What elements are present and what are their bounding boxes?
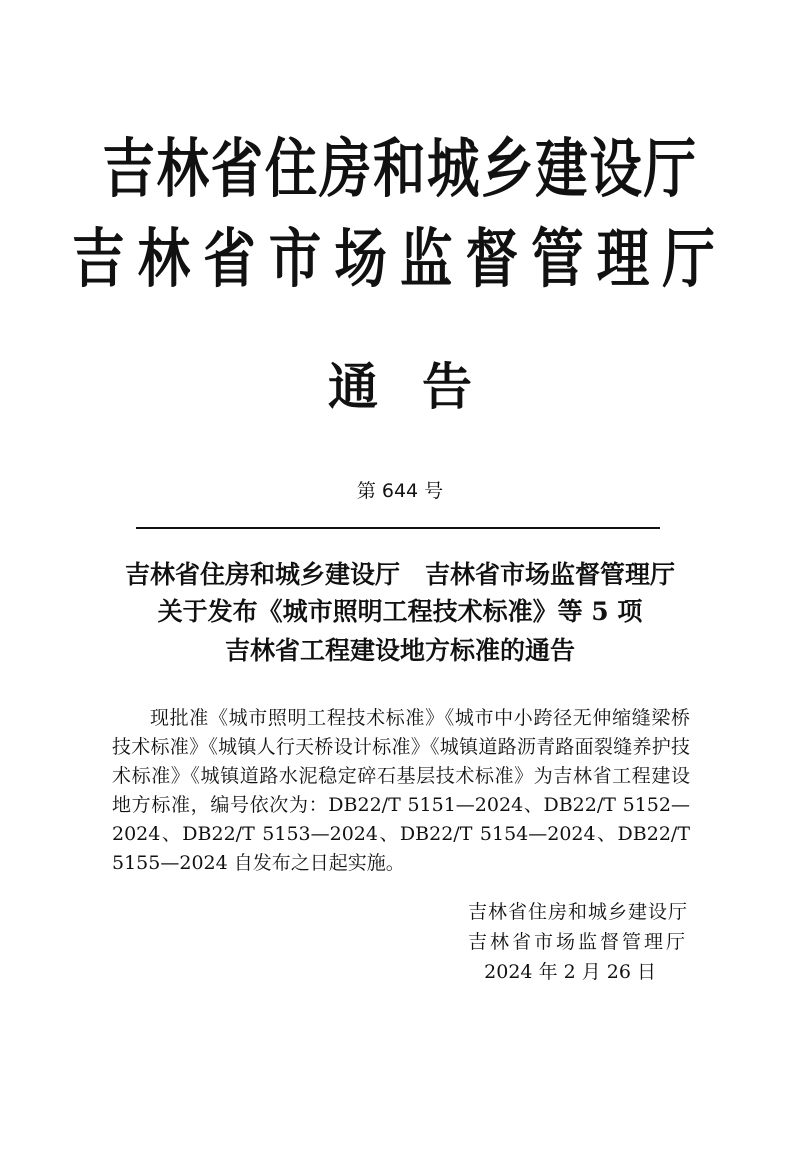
issuer-heading-market-dept: 吉林省市场监督管理厅 [72,223,728,297]
document-type-heading: 通告 [328,357,516,416]
issuer-heading-housing-dept: 吉林省住房和城乡建设厅 [102,133,698,207]
signature-date: 2024 年 2 月 26 日 [484,961,656,983]
notice-title-line-2: 关于发布《城市照明工程技术标准》等 5 项 [157,597,643,626]
signature-market-dept: 吉林省市场监督管理厅 [467,931,688,953]
document-number: 第 644 号 [356,480,444,502]
header-divider [136,527,660,529]
notice-title-line-3: 吉林省工程建设地方标准的通告 [224,636,575,665]
signature-housing-dept: 吉林省住房和城乡建设厅 [467,901,688,923]
notice-body-paragraph: 现批准《城市照明工程技术标准》《城市中小跨径无伸缩缝梁桥技术标准》《城镇人行天桥设计标准》《城镇道路沥青路面裂缝养护技术标准》《城镇道路水泥稳定碎石基层技术标准》为吉林省工程建设地方标准，编号依次为：DB22/T 5151—2024、DB22/T 5152—2024、DB22/T 5153—2024、DB22/T 5154—2024、DB22/T 5155—2024 自发布之日起实施。 [112,707,690,874]
notice-title-line-1: 吉林省住房和城乡建设厅 吉林省市场监督管理厅 [124,560,675,589]
